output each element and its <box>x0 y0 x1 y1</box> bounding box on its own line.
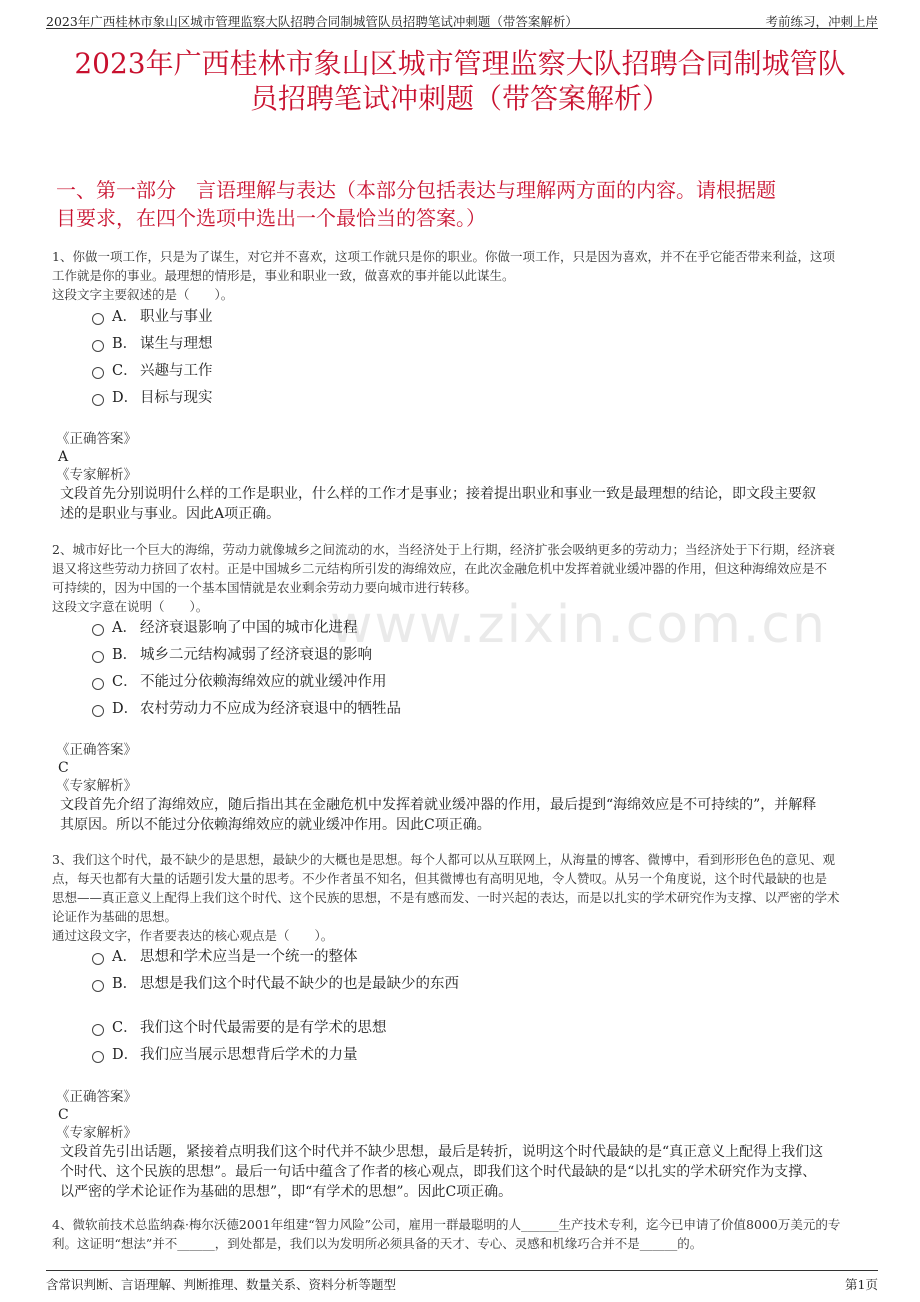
question-text-line: 退又将这些劳动力挤回了农村。正是中国城乡二元结构所引发的海绵效应，在此次金融危机中发挥着就业缓冲器的作用，但这种海绵效应是不 <box>52 561 828 576</box>
question-text-line: 4、微软前技术总监纳森·梅尔沃德2001年组建“智力风险”公司，雇用一群最聪明的人______生产技术专利，迄今已申请了价值8000万美元的专 <box>52 1217 841 1232</box>
answer-heading: 《正确答案》 <box>56 742 137 758</box>
answer-value: C <box>58 760 69 776</box>
answer-value: A <box>58 449 69 465</box>
radio-icon[interactable] <box>92 1051 104 1063</box>
option-text: 职业与事业 <box>140 309 213 325</box>
option-text: 谋生与理想 <box>140 336 213 352</box>
question-prompt: 通过这段文字，作者要表达的核心观点是（ ）。 <box>52 928 334 943</box>
option-letter: A． <box>112 309 137 325</box>
option-text: 思想是我们这个时代最不缺少的也是最缺少的东西 <box>140 976 459 992</box>
option-d[interactable] <box>92 698 401 720</box>
option-text: 农村劳动力不应成为经济衰退中的牺牲品 <box>140 701 401 717</box>
answer-heading: 《正确答案》 <box>56 431 137 447</box>
radio-icon[interactable] <box>92 678 104 690</box>
explanation-line: 文段首先介绍了海绵效应，随后指出其在金融危机中发挥着就业缓冲器的作用，最后提到“海绵效应是不可持续的”，并解释 <box>60 797 817 813</box>
document-title <box>40 46 880 116</box>
radio-icon[interactable] <box>92 651 104 663</box>
explanation-line: 其原因。所以不能过分依赖海绵效应的就业缓冲作用。因此C项正确。 <box>60 817 491 833</box>
answer-value: C <box>58 1107 69 1123</box>
option-d[interactable] <box>92 1044 358 1066</box>
option-letter: A． <box>112 620 137 636</box>
option-text: 目标与现实 <box>140 390 213 406</box>
question-text-line: 3、我们这个时代，最不缺少的是思想，最缺少的大概也是思想。每个人都可以从互联网上，从海量的博客、微博中，看到形形色色的意见、观 <box>52 852 835 867</box>
explanation-line: 以严密的学术论证作为基础的思想”，即“有学术的思想”。因此C项正确。 <box>60 1184 513 1200</box>
question-text-line: 可持续的，因为中国的一个基本国情就是农业剩余劳动力要向城市进行转移。 <box>52 580 478 595</box>
option-text: 思想和学术应当是一个统一的整体 <box>140 949 358 965</box>
question-2-stem <box>52 540 872 616</box>
explanation-heading: 《专家解析》 <box>56 778 137 794</box>
option-b[interactable] <box>92 644 372 666</box>
question-text-line: 利。这证明“想法”并不______，到处都是，我们以为发明所必须具备的天才、专心、灵感和机缘巧合并不是______的。 <box>52 1236 703 1251</box>
option-a[interactable] <box>92 617 358 639</box>
option-letter: C． <box>112 363 138 379</box>
option-b[interactable] <box>92 333 213 355</box>
explanation-line: 述的是职业与事业。因此A项正确。 <box>60 506 281 522</box>
question-text-line: 2、城市好比一个巨大的海绵，劳动力就像城乡之间流动的水，当经济处于上行期，经济扩张会吸纳更多的劳动力；当经济处于下行期，经济衰 <box>52 542 835 557</box>
option-letter: A． <box>112 949 137 965</box>
section-line-2: 目要求，在四个选项中选出一个最恰当的答案。） <box>56 206 486 230</box>
option-text: 不能过分依赖海绵效应的就业缓冲作用 <box>140 674 387 690</box>
option-text: 经济衰退影响了中国的城市化进程 <box>140 620 358 636</box>
radio-icon[interactable] <box>92 624 104 636</box>
page-header <box>46 0 878 29</box>
option-letter: C． <box>112 674 138 690</box>
answer-heading: 《正确答案》 <box>56 1089 137 1105</box>
option-letter: C． <box>112 1020 138 1036</box>
title-line-1: 2023年广西桂林市象山区城市管理监察大队招聘合同制城管队 <box>74 47 846 80</box>
section-heading <box>56 176 866 232</box>
option-letter: B． <box>112 976 138 992</box>
title-line-2: 员招聘笔试冲刺题（带答案解析） <box>249 82 670 115</box>
radio-icon[interactable] <box>92 367 104 379</box>
option-a[interactable] <box>92 946 358 968</box>
question-1-answer <box>56 430 876 524</box>
question-1-stem <box>52 247 872 304</box>
option-a[interactable] <box>92 306 213 328</box>
question-3-stem <box>52 850 872 945</box>
option-letter: B． <box>112 647 138 663</box>
radio-icon[interactable] <box>92 313 104 325</box>
option-c[interactable] <box>92 671 387 693</box>
question-text-line: 点，每天也都有大量的话题引发大量的思考。不少作者虽不知名，但其微博也有高明见地，令人赞叹。从另一个角度说，这个时代最缺的也是 <box>52 871 828 886</box>
section-line-1: 一、第一部分 言语理解与表达（本部分包括表达与理解两方面的内容。请根据题 <box>56 178 776 202</box>
explanation-line: 个时代、这个民族的思想”。最后一句话中蕴含了作者的核心观点，即我们这个时代最缺的是“以扎实的学术研究作为支撑、 <box>60 1164 817 1180</box>
radio-icon[interactable] <box>92 394 104 406</box>
question-text-line: 1、你做一项工作，只是为了谋生，对它并不喜欢，这项工作就只是你的职业。你做一项工作，只是因为喜欢，并不在乎它能否带来利益，这项 <box>52 249 835 264</box>
option-text: 我们这个时代最需要的是有学术的思想 <box>140 1020 387 1036</box>
header-doc-title: 2023年广西桂林市象山区城市管理监察大队招聘合同制城管队员招聘笔试冲刺题（带答案解析） <box>46 14 578 29</box>
page-number: 第1页 <box>845 1277 878 1292</box>
radio-icon[interactable] <box>92 705 104 717</box>
option-letter: D． <box>112 1047 139 1063</box>
radio-icon[interactable] <box>92 1024 104 1036</box>
question-4-stem <box>52 1215 872 1253</box>
option-text: 我们应当展示思想背后学术的力量 <box>140 1047 358 1063</box>
header-slogan: 考前练习，冲刺上岸 <box>765 14 878 29</box>
option-c[interactable] <box>92 1017 387 1039</box>
explanation-line: 文段首先引出话题，紧接着点明我们这个时代并不缺少思想，最后是转折，说明这个时代最缺的是“真正意义上配得上我们这 <box>60 1144 824 1160</box>
radio-icon[interactable] <box>92 980 104 992</box>
option-d[interactable] <box>92 387 213 409</box>
question-prompt: 这段文字意在说明（ ）。 <box>52 599 209 614</box>
option-text: 城乡二元结构减弱了经济衰退的影响 <box>140 647 372 663</box>
radio-icon[interactable] <box>92 953 104 965</box>
explanation-heading: 《专家解析》 <box>56 1125 137 1141</box>
radio-icon[interactable] <box>92 340 104 352</box>
question-text-line: 论证作为基础的思想。 <box>52 909 178 924</box>
question-3-answer <box>56 1088 876 1202</box>
option-c[interactable] <box>92 360 213 382</box>
question-text-line: 思想——真正意义上配得上我们这个时代、这个民族的思想，不是有感而发、一时兴起的表达，而是以扎实的学术研究作为支撑、以严密的学术 <box>52 890 840 905</box>
page-footer <box>46 1270 878 1295</box>
explanation-heading: 《专家解析》 <box>56 467 137 483</box>
option-letter: D． <box>112 390 139 406</box>
question-2-answer <box>56 741 876 835</box>
explanation-line: 文段首先分别说明什么样的工作是职业，什么样的工作才是事业；接着提出职业和事业一致是最理想的结论，即文段主要叙 <box>60 486 816 502</box>
option-letter: B． <box>112 336 138 352</box>
question-text-line: 工作就是你的事业。最理想的情形是，事业和职业一致，做喜欢的事并能以此谋生。 <box>52 268 515 283</box>
question-prompt: 这段文字主要叙述的是（ ）。 <box>52 287 234 302</box>
option-text: 兴趣与工作 <box>140 363 213 379</box>
option-b[interactable] <box>92 973 459 995</box>
footer-topics: 含常识判断、言语理解、判断推理、数量关系、资料分析等题型 <box>46 1277 397 1292</box>
watermark: www.zixin.com.cn <box>330 595 827 655</box>
option-letter: D． <box>112 701 139 717</box>
